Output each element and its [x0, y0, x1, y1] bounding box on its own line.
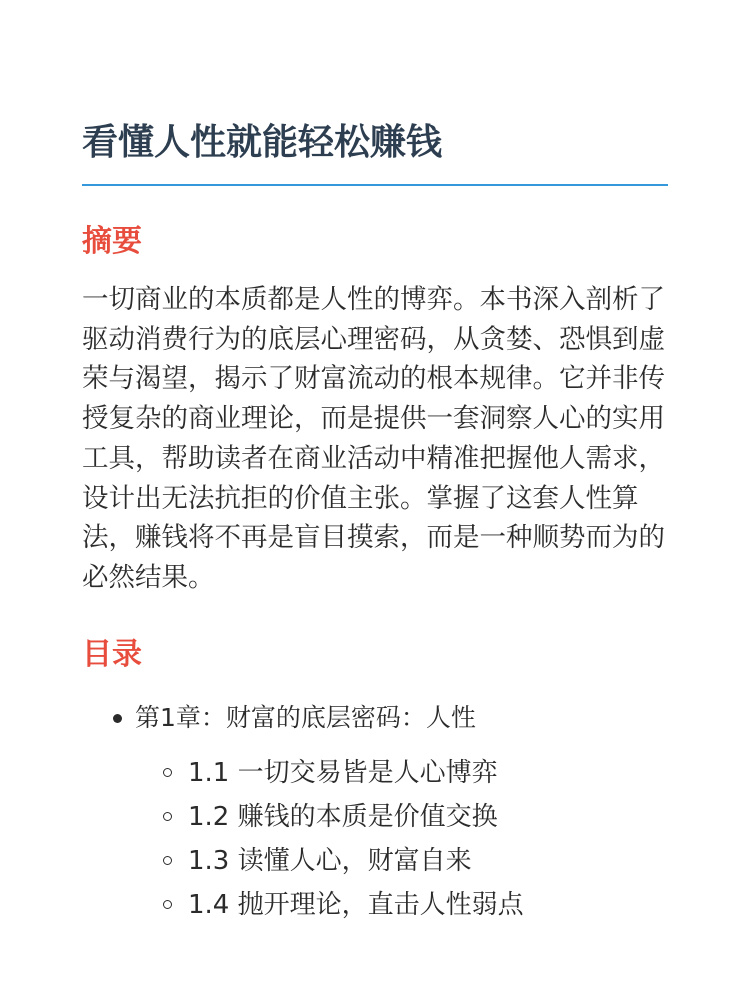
section-item	[0, 751, 750, 795]
section-title: 1.3 读懂人心，财富自来	[188, 846, 472, 876]
bullet-icon	[113, 714, 122, 723]
hollow-bullet-icon	[163, 856, 172, 865]
section-list	[0, 751, 750, 927]
section-item	[0, 795, 750, 839]
hollow-bullet-icon	[163, 768, 172, 777]
section-title: 1.4 抛开理论，直击人性弱点	[188, 890, 524, 920]
toc-list	[0, 700, 750, 927]
hollow-bullet-icon	[163, 900, 172, 909]
summary-paragraph: 一切商业的本质都是人性的博弈。本书深入剖析了驱动消费行为的底层心理密码，从贪婪、恐惧到虚荣与渴望，揭示了财富流动的根本规律。它并非传授复杂的商业理论，而是提供一套洞察人心的实用工具，帮助读者在商业活动中精准把握他人需求，设计出无法抗拒的价值主张。掌握了这套人性算法，赚钱将不再是盲目摸索，而是一种顺势而为的必然结果。	[82, 284, 665, 593]
section-title: 1.1 一切交易皆是人心博弈	[188, 758, 498, 788]
section-item	[0, 839, 750, 883]
chapter-title: 第1章：财富的底层密码：人性	[135, 703, 476, 732]
summary-heading: 摘要	[82, 224, 142, 259]
chapter-row	[0, 700, 750, 736]
hollow-bullet-icon	[163, 812, 172, 821]
toc-heading: 目录	[82, 637, 142, 672]
page-title: 看懂人性就能轻松赚钱	[82, 122, 443, 163]
title-divider	[82, 184, 668, 186]
section-title: 1.2 赚钱的本质是价值交换	[188, 802, 498, 832]
toc-chapter	[0, 700, 750, 927]
section-item	[0, 883, 750, 927]
